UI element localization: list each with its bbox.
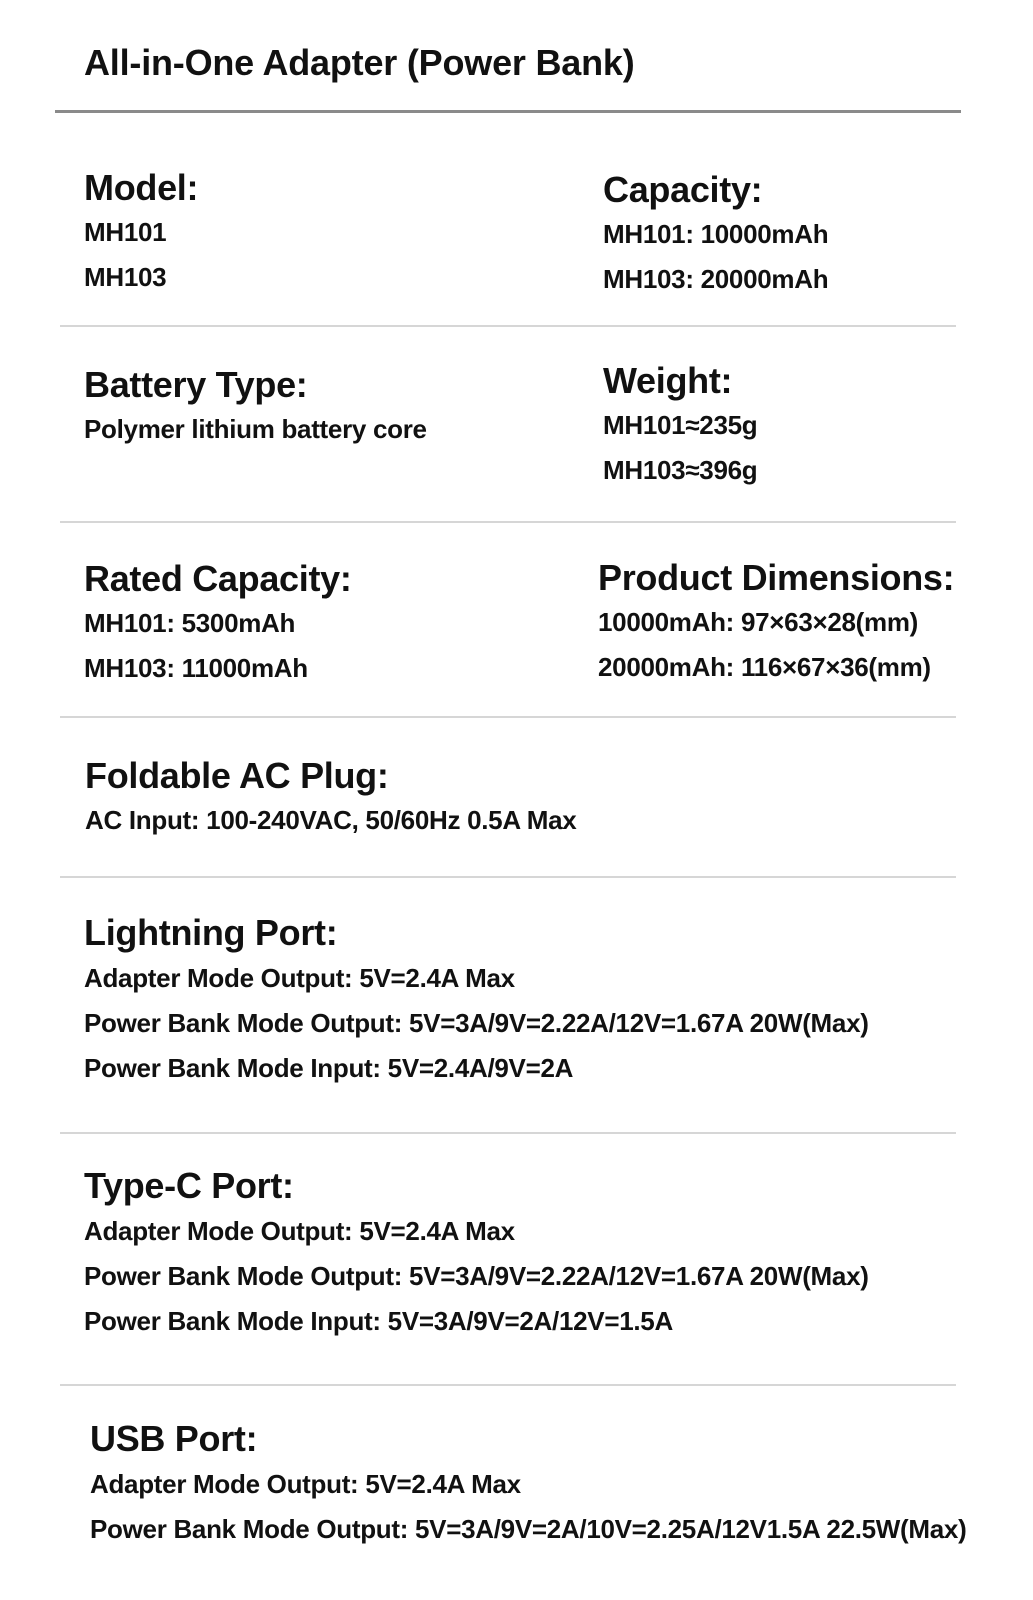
spec-weight xyxy=(603,359,757,493)
spec-value: Power Bank Mode Input: 5V=2.4A/9V=2A xyxy=(84,1053,574,1083)
spec-heading-lightning-port: Lightning Port: xyxy=(84,912,338,953)
spec-value: MH103≈396g xyxy=(603,455,758,485)
spec-value: Power Bank Mode Output: 5V=3A/9V=2.22A/12V=1.67A 20W(Max) xyxy=(84,1261,869,1291)
section-divider xyxy=(60,716,956,718)
spec-foldable-ac-plug xyxy=(85,754,576,843)
spec-heading-rated-capacity: Rated Capacity: xyxy=(84,558,352,599)
spec-model xyxy=(84,166,198,300)
spec-heading-capacity: Capacity: xyxy=(603,169,763,210)
spec-heading-foldable-ac-plug: Foldable AC Plug: xyxy=(85,755,389,796)
title-divider xyxy=(55,110,961,113)
spec-heading-weight: Weight: xyxy=(603,360,733,401)
spec-value: AC Input: 100-240VAC, 50/60Hz 0.5A Max xyxy=(85,805,577,835)
spec-value: 20000mAh: 116×67×36(mm) xyxy=(598,652,931,682)
spec-value: MH101 xyxy=(84,217,167,247)
spec-value: MH101: 10000mAh xyxy=(603,219,829,249)
spec-usb-port xyxy=(90,1417,966,1552)
spec-product-dimensions xyxy=(598,556,954,690)
section-divider xyxy=(60,325,956,327)
spec-battery-type xyxy=(84,363,427,452)
spec-heading-battery-type: Battery Type: xyxy=(84,364,308,405)
spec-value: Adapter Mode Output: 5V=2.4A Max xyxy=(84,963,515,993)
spec-lightning-port xyxy=(84,911,869,1091)
spec-value: Adapter Mode Output: 5V=2.4A Max xyxy=(84,1216,515,1246)
spec-value: Polymer lithium battery core xyxy=(84,414,427,444)
section-divider xyxy=(60,1132,956,1134)
spec-capacity xyxy=(603,168,828,302)
spec-heading-product-dimensions: Product Dimensions: xyxy=(598,557,955,598)
spec-value: Power Bank Mode Output: 5V=3A/9V=2A/10V=2.25A/12V1.5A 22.5W(Max) xyxy=(90,1514,967,1544)
page-title: All-in-One Adapter (Power Bank) xyxy=(84,42,635,83)
section-divider xyxy=(60,521,956,523)
spec-value: Power Bank Mode Input: 5V=3A/9V=2A/12V=1.5A xyxy=(84,1306,673,1336)
spec-type-c-port xyxy=(84,1164,869,1344)
spec-heading-type-c-port: Type-C Port: xyxy=(84,1165,294,1206)
spec-value: Power Bank Mode Output: 5V=3A/9V=2.22A/12V=1.67A 20W(Max) xyxy=(84,1008,869,1038)
spec-value: MH103 xyxy=(84,262,167,292)
spec-heading-model: Model: xyxy=(84,167,199,208)
spec-value: MH103: 20000mAh xyxy=(603,264,829,294)
section-divider xyxy=(60,1384,956,1386)
spec-value: MH101: 5300mAh xyxy=(84,608,296,638)
spec-rated-capacity xyxy=(84,557,352,691)
spec-heading-usb-port: USB Port: xyxy=(90,1418,258,1459)
spec-value: 10000mAh: 97×63×28(mm) xyxy=(598,607,919,637)
spec-value: MH101≈235g xyxy=(603,410,758,440)
spec-value: MH103: 11000mAh xyxy=(84,653,308,683)
spec-value: Adapter Mode Output: 5V=2.4A Max xyxy=(90,1469,521,1499)
section-divider xyxy=(60,876,956,878)
